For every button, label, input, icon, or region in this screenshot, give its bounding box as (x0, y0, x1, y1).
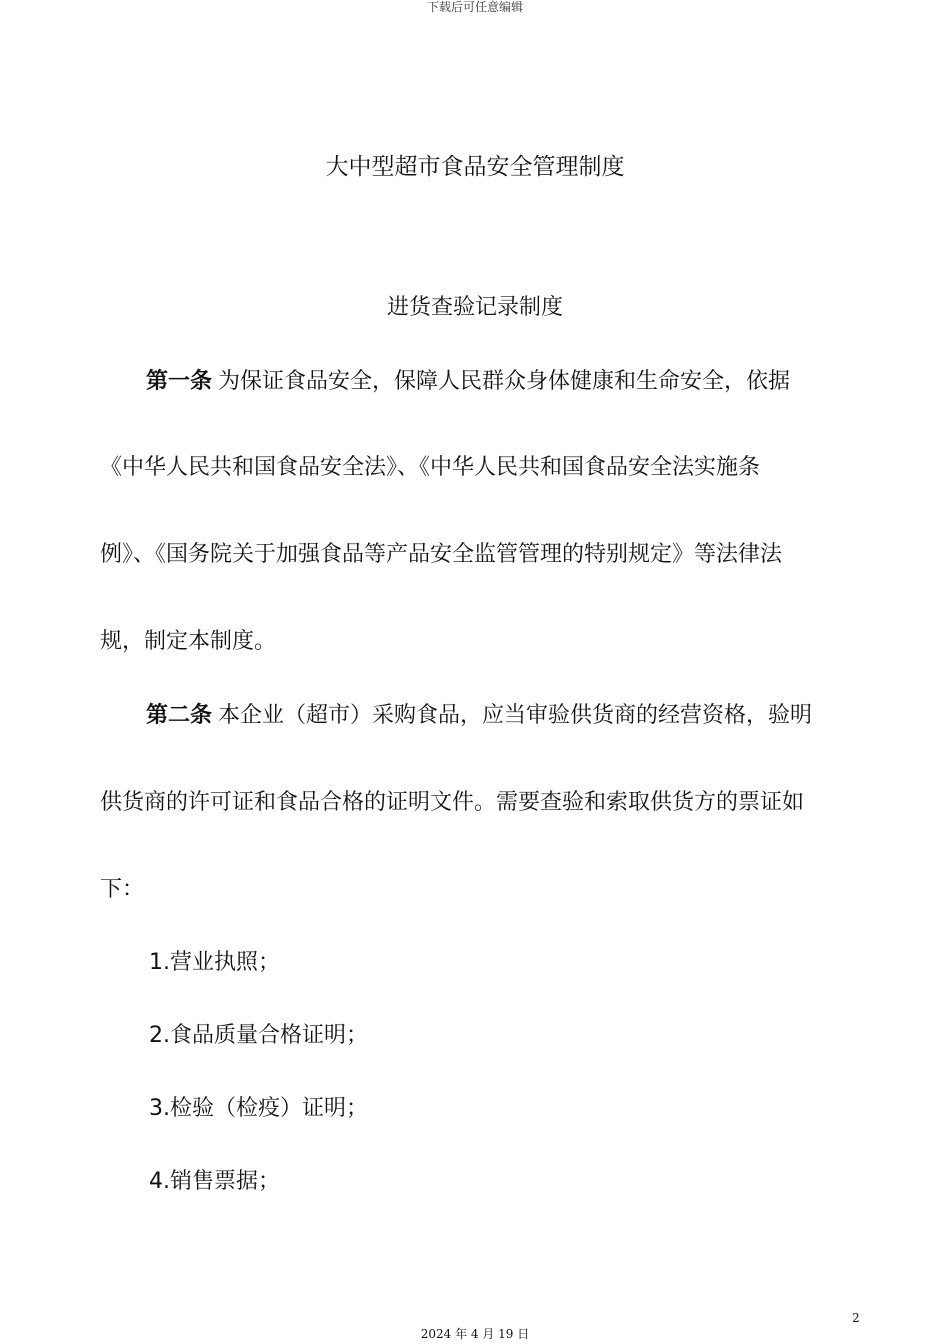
document-title: 大中型超市食品安全管理制度 (325, 154, 625, 180)
article-2-line-2: 供货商的许可证和食品合格的证明文件。需要查验和索取供货方的票证如 (100, 790, 805, 815)
list-item: 4.销售票据； (149, 1169, 280, 1194)
list-item: 1.营业执照； (149, 950, 280, 975)
header-note: 下载后可任意编辑 (426, 0, 523, 14)
article-2-line-3: 下： (100, 877, 145, 902)
article-1-line-2: 《中华人民共和国食品安全法》、《中华人民共和国食品安全法实施条 (100, 455, 761, 480)
article-1-label: 第一条 (146, 369, 213, 394)
list-item: 3.检验（检疫）证明； (149, 1096, 368, 1121)
article-2-line-1 (146, 700, 812, 732)
article-1-text: 为保证食品安全，保障人民群众身体健康和生命安全，依据 (218, 369, 791, 394)
footer-date: 2024 年 4 月 19 日 (420, 1327, 530, 1341)
article-1-line-3: 例》、《国务院关于加强食品等产品安全监管管理的特别规定》等法律法 (100, 542, 783, 567)
list-item: 2.食品质量合格证明； (149, 1023, 368, 1048)
section-title: 进货查验记录制度 (386, 295, 563, 320)
article-1-line-1 (146, 366, 790, 398)
article-1-line-4: 规，制定本制度。 (100, 629, 277, 654)
page-number: 2 (852, 1311, 860, 1325)
article-2-label: 第二条 (146, 703, 213, 728)
article-2-text: 本企业（超市）采购食品，应当审验供货商的经营资格，验明 (218, 703, 813, 728)
